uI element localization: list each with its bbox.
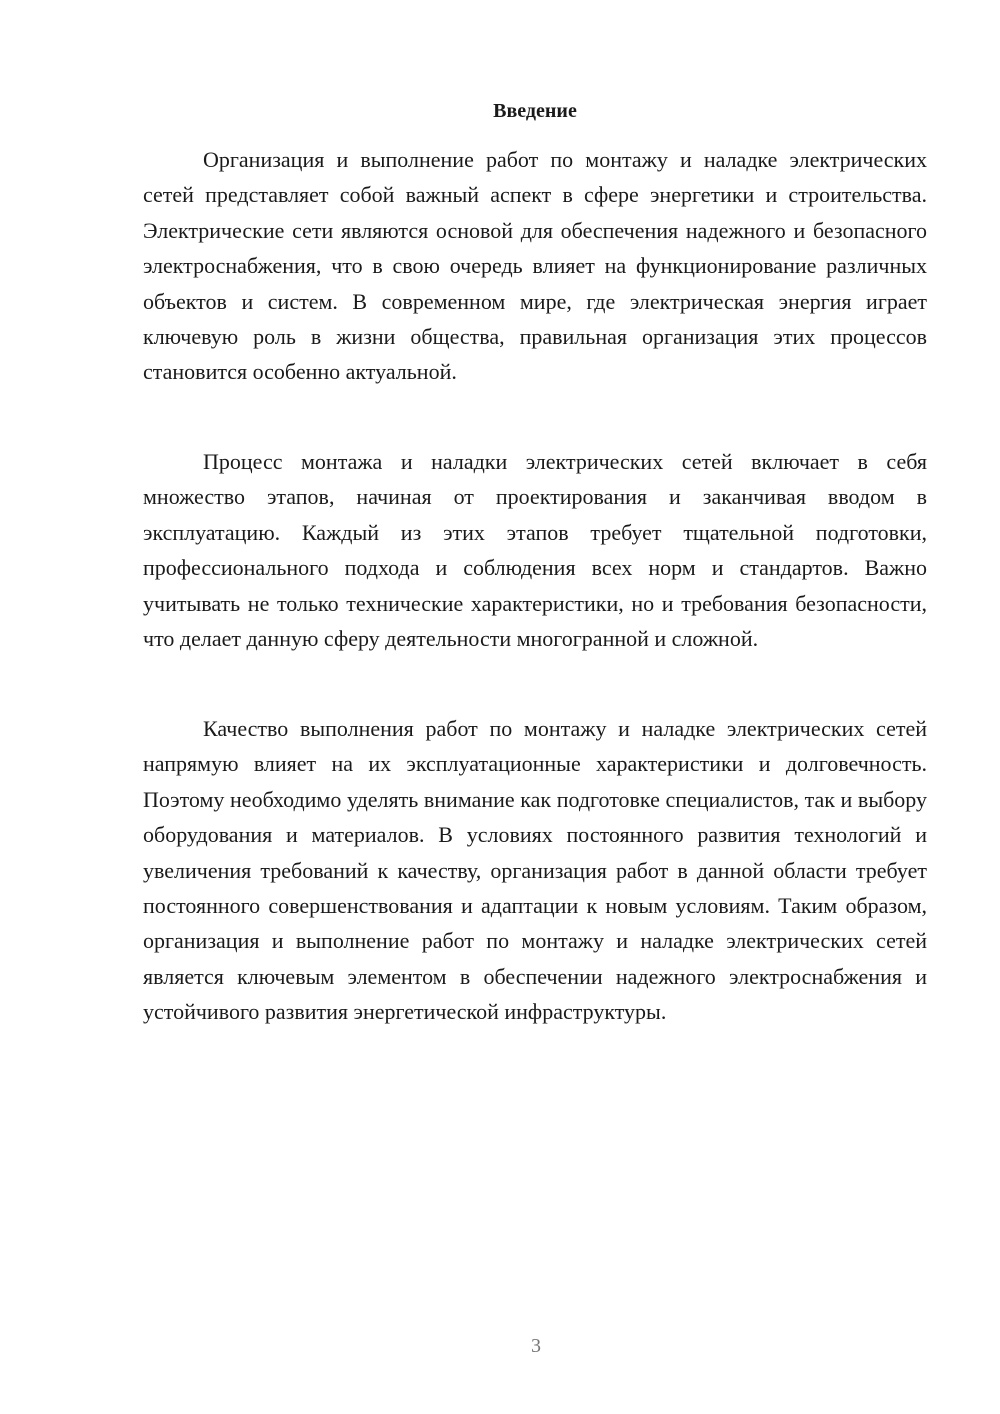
page-number: 3 (531, 1335, 541, 1357)
paragraph-3: Качество выполнения работ по монтажу и наладке электрических сетей напрямую влияет на их эксплуатационные характеристики и долговечность. Поэтому необходимо уделять внимание как подготовке специалистов, так и выбору оборудования и материалов. В условиях постоянного развития технологий и увеличения требований к качеству, организация работ в данной области требует постоянного совершенствования и адаптации к новым условиям. Таким образом, организация и выполнение работ по монтажу и наладке электрических сетей является ключевым элементом в обеспечении надежного электроснабжения и устойчивого развития энергетической инфраструктуры. (143, 716, 927, 1025)
paragraph-1: Организация и выполнение работ по монтажу и наладке электрических сетей представляет собой важный аспект в сфере энергетики и строительства. Электрические сети являются основой для обеспечения надежного и безопасного электроснабжения, что в свою очередь влияет на функционирование различных объектов и систем. В современном мире, где электрическая энергия играет ключевую роль в жизни общества, правильная организация этих процессов становится особенно актуальной. (143, 147, 927, 385)
page-title: Введение (493, 100, 577, 122)
paragraph-2: Процесс монтажа и наладки электрических сетей включает в себя множество этапов, начиная от проектирования и заканчивая вводом в эксплуатацию. Каждый из этих этапов требует тщательной подготовки, профессионального подхода и соблюдения всех норм и стандартов. Важно учитывать не только технические характеристики, но и требования безопасности, что делает данную сферу деятельности многогранной и сложной. (143, 449, 927, 652)
